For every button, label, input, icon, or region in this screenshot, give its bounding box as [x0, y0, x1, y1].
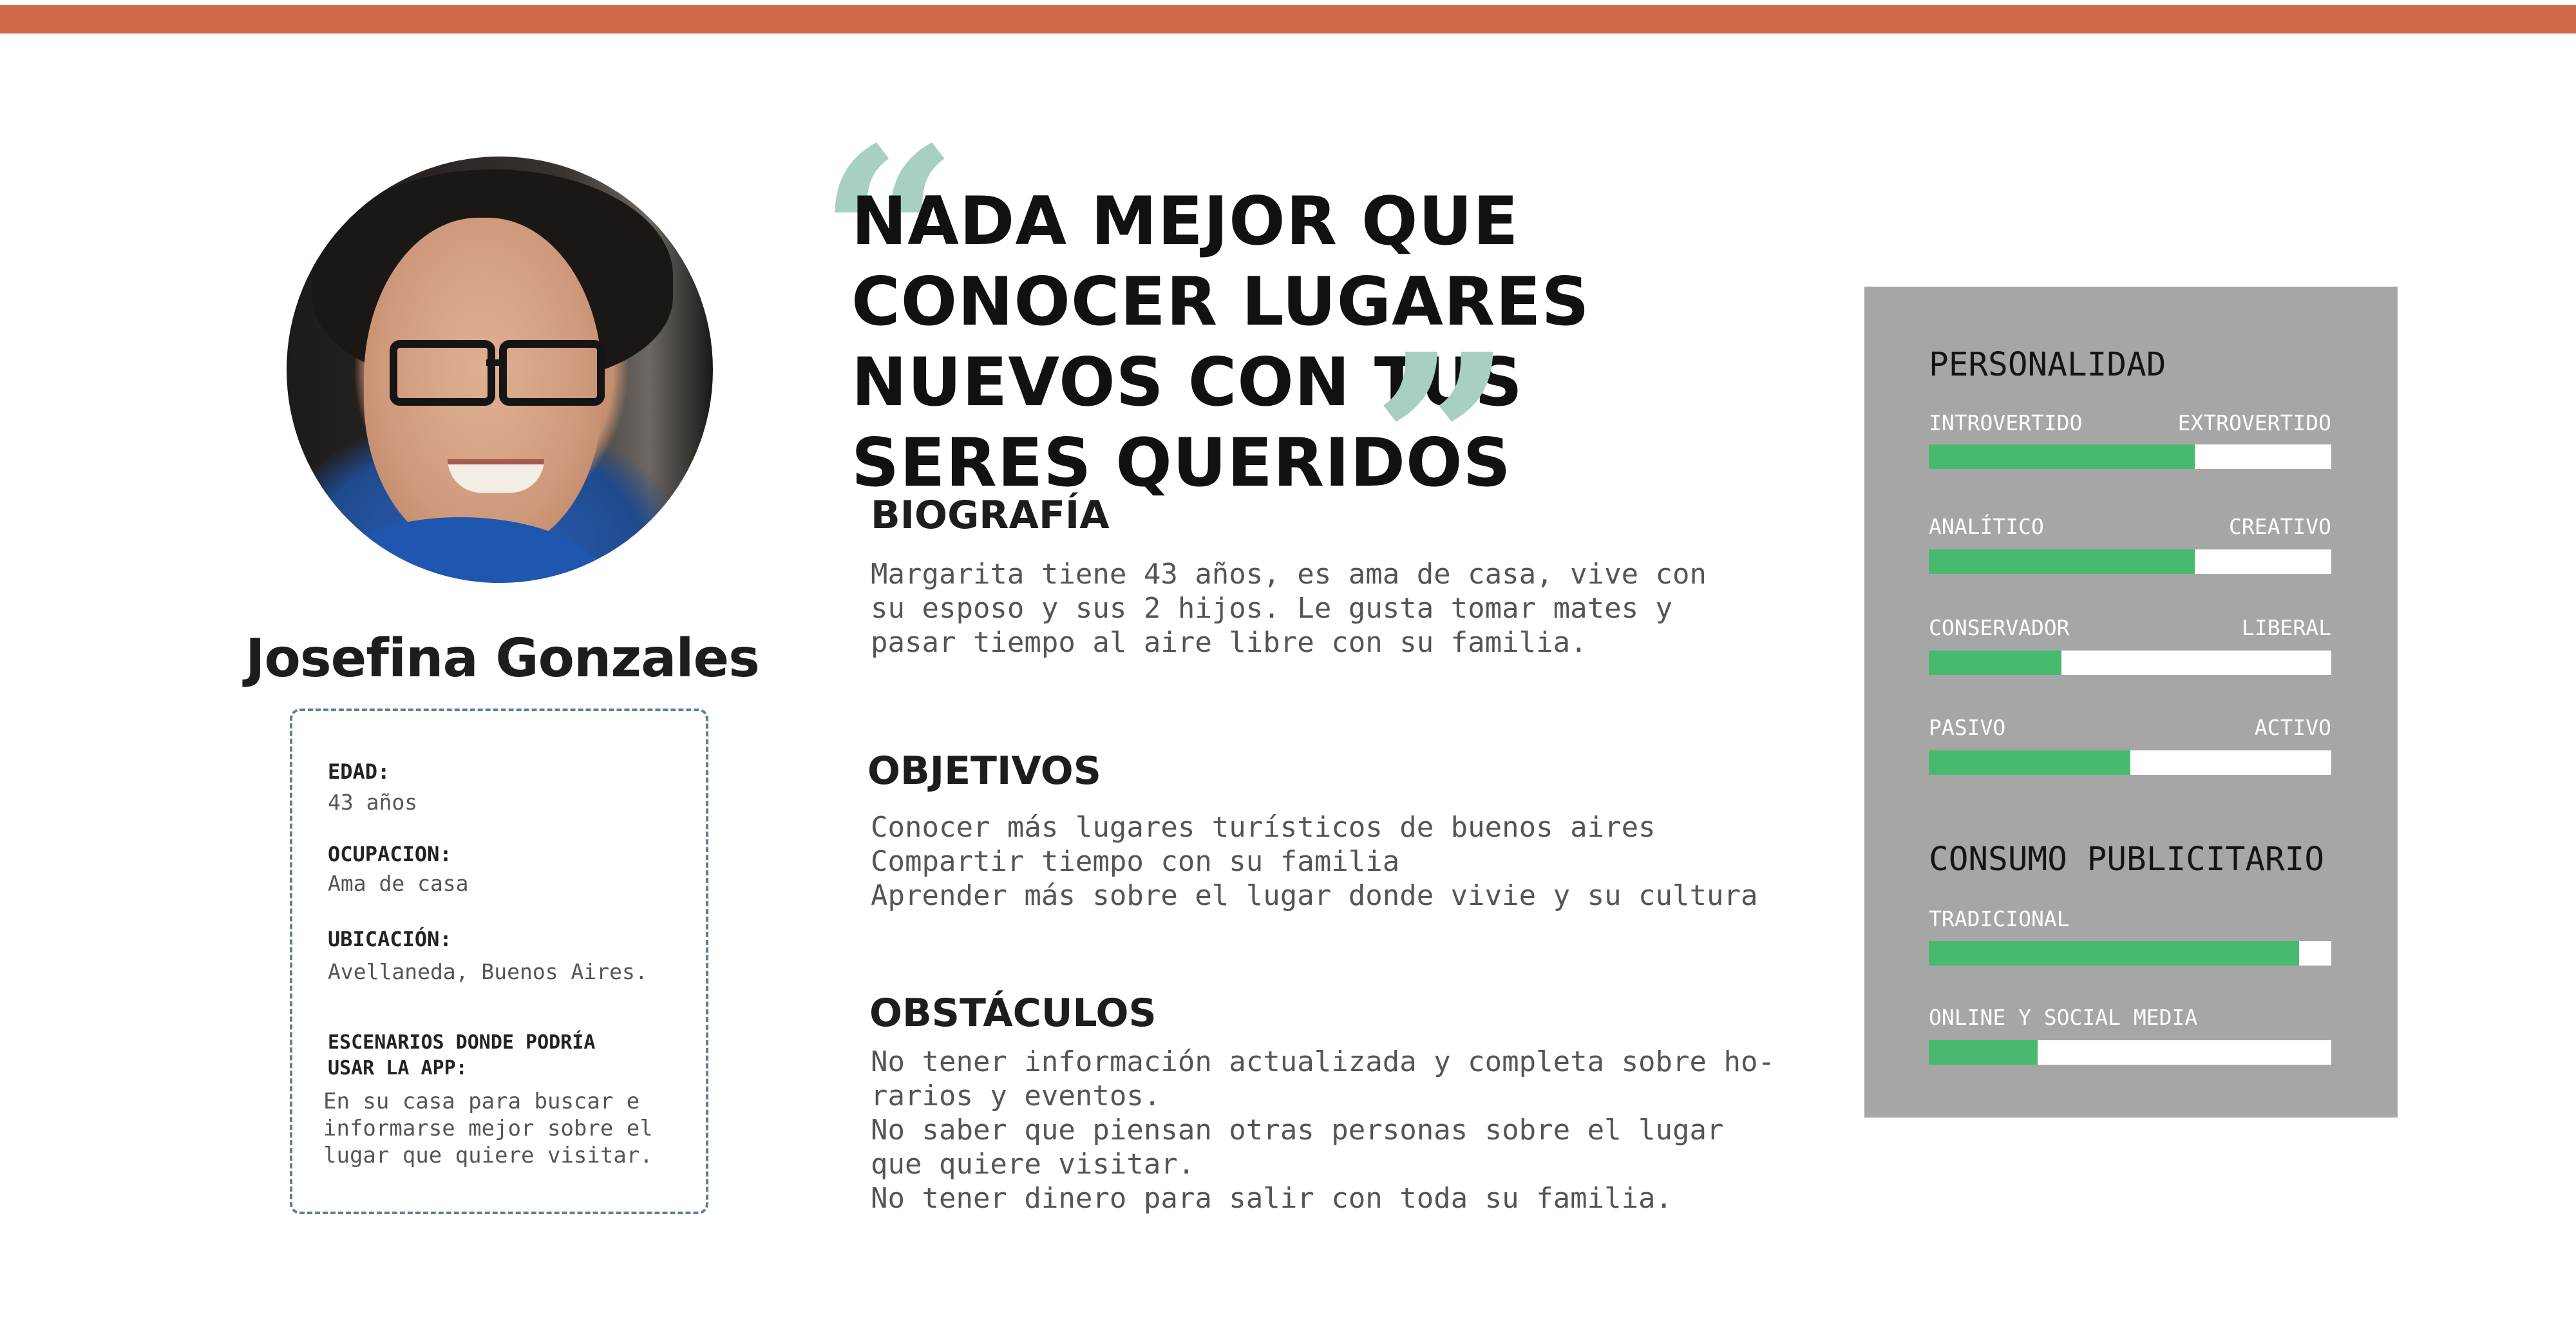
- personality-title: PERSONALIDAD: [1929, 346, 2166, 384]
- trait-bar: [1929, 750, 2331, 775]
- photo-glasses-right: [499, 340, 605, 406]
- profile-photo: [287, 157, 713, 583]
- close-quote-mark: ”: [1372, 300, 1513, 588]
- photo-glasses-left: [390, 340, 495, 406]
- scenarios-label-line1: ESCENARIOS DONDE PODRÍA: [328, 1031, 596, 1054]
- age-label: EDAD:: [328, 759, 390, 784]
- advertising-bar: [1929, 1040, 2331, 1065]
- occupation-value: Ama de casa: [328, 871, 469, 896]
- trait-right-label: CREATIVO: [2229, 514, 2331, 539]
- age-value: 43 años: [328, 790, 418, 815]
- location-label: UBICACIÓN:: [328, 927, 452, 951]
- persona-quote: NADA MEJOR QUE CONOCER LUGARES NUEVOS CON TUS SERES QUERIDOS: [851, 183, 1590, 502]
- trait-bar: [1929, 444, 2331, 469]
- photo-glasses-bridge: [486, 359, 507, 366]
- location-value: Avellaneda, Buenos Aires.: [328, 959, 648, 984]
- trait-left-label: PASIVO: [1929, 715, 2006, 740]
- biography-body: Margarita tiene 43 años, es ama de casa, vive con su esposo y sus 2 hijos. Le gusta tomar mates y pasar tiempo al aire libre con su familia.: [871, 558, 1707, 659]
- objectives-title: OBJETIVOS: [867, 748, 1101, 794]
- trait-left-label: INTROVERTIDO: [1929, 410, 2083, 435]
- scenarios-label-line2: USAR LA APP:: [328, 1057, 468, 1080]
- advertising-label: TRADICIONAL: [1929, 906, 2070, 931]
- obstacles-body: No tener información actualizada y completa sobre ho- rarios y eventos. No saber que piensan otras personas sobre el lugar que quiere visitar. No tener dinero para salir con toda su familia.: [871, 1045, 1775, 1215]
- trait-bar: [1929, 549, 2331, 574]
- trait-bar: [1929, 651, 2331, 675]
- top-accent-bar: [0, 5, 2576, 33]
- occupation-label: OCUPACION:: [328, 842, 452, 866]
- trait-bar-fill: [1929, 750, 2130, 775]
- trait-right-label: ACTIVO: [2254, 715, 2331, 740]
- objectives-body: Conocer más lugares turísticos de buenos aires Compartir tiempo con su familia Aprender más sobre el lugar donde vivie y su cultura: [871, 811, 1758, 912]
- scenarios-value: En su casa para buscar e informarse mejor sobre el lugar que quiere visitar.: [323, 1089, 653, 1168]
- biography-title: BIOGRAFÍA: [871, 493, 1110, 538]
- obstacles-title: OBSTÁCULOS: [869, 991, 1157, 1036]
- persona-name: Josefina Gonzales: [245, 628, 759, 689]
- trait-left-label: ANALÍTICO: [1929, 514, 2044, 539]
- trait-left-label: CONSERVADOR: [1929, 615, 2070, 640]
- trait-bar-fill: [1929, 651, 2061, 675]
- trait-right-label: EXTROVERTIDO: [2177, 410, 2331, 435]
- photo-shirt: [312, 517, 609, 583]
- trait-right-label: LIBERAL: [2241, 615, 2331, 640]
- advertising-label: ONLINE Y SOCIAL MEDIA: [1929, 1005, 2198, 1030]
- traits-panel: [1864, 287, 2398, 1118]
- open-quote-mark: “: [818, 94, 959, 382]
- advertising-bar-fill: [1929, 941, 2299, 966]
- advertising-bar: [1929, 941, 2331, 966]
- advertising-title: CONSUMO PUBLICITARIO: [1929, 841, 2325, 879]
- trait-bar-fill: [1929, 549, 2195, 574]
- trait-bar-fill: [1929, 444, 2195, 469]
- advertising-bar-fill: [1929, 1040, 2038, 1065]
- persona-info-box: [290, 709, 708, 1214]
